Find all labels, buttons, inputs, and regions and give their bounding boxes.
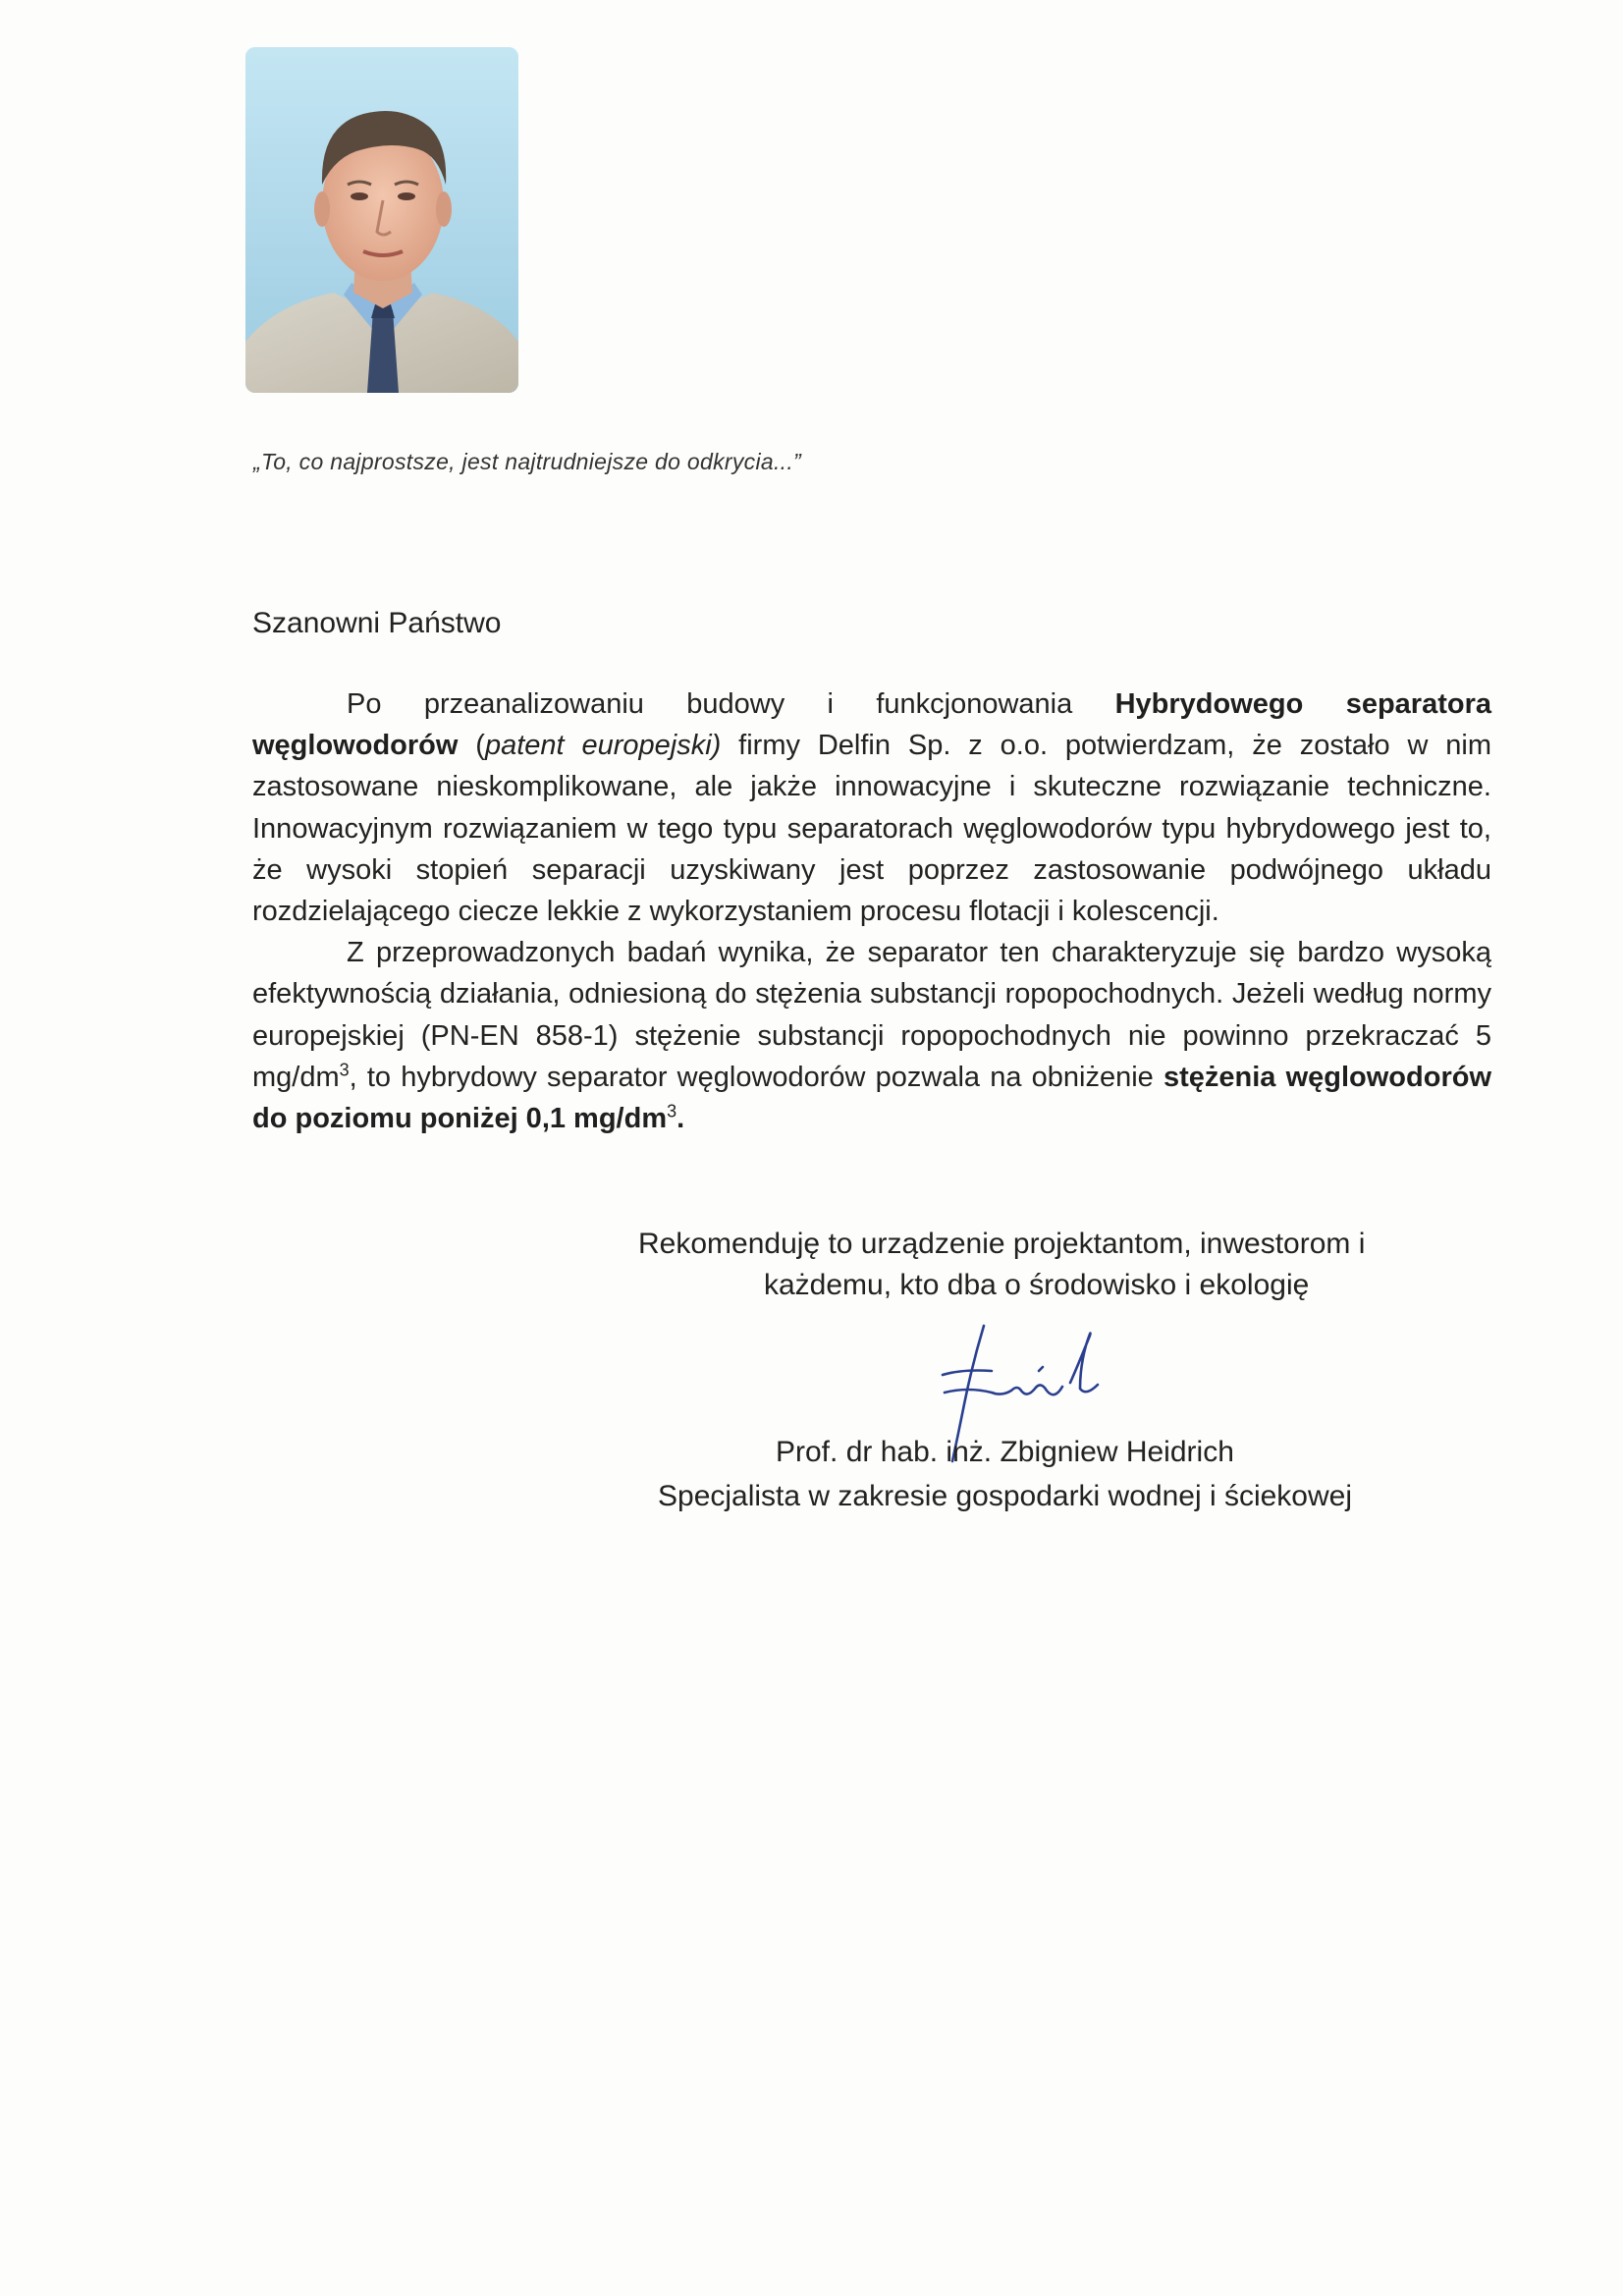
key-result: stężenia węglowodorów do poziomu poniżej 0,1 mg/dm <box>252 1061 1492 1135</box>
product-name: Hybrydowego separatora węglowodorów <box>252 688 1491 762</box>
patent-note: patent europejski) <box>484 730 722 762</box>
author-portrait-photo <box>245 47 518 393</box>
salutation: Szanowni Państwo <box>252 607 502 639</box>
signer-name: Prof. dr hab. inż. Zbigniew Heidrich <box>776 1436 1234 1468</box>
paragraph-2: Z przeprowadzonych badań wynika, że separator ten charakteryzuje się bardzo wysoką efektywnością działania, odniesioną do stężenia substancji ropopochodnych. Jeżeli według normy europejskiej (PN-EN 858-1) stężenie substancji ropopochodnych nie powinno przekraczać 5 $mg/dm^3$, to hybrydowy separator węglowodorów pozwala na obniżenie stężenia węglowodorów do poziomu poniżej 0,1 $mg/dm^3$. <box>252 937 1492 1135</box>
key-result-superscript: 3 <box>667 1101 677 1121</box>
paragraph-1: Po przeanalizowaniu budowy i funkcjonowania Hybrydowego separatora węglowodorów (patent europejski) firmy Delfin Sp. z o.o. potwierdzam, że zostało w nim zastosowane nieskomplikowane, ale jakże innowacyjne i skuteczne rozwiązanie techniczne. Innowacyjnym rozwiązaniem w tego typu separatorach węglowodorów typu hybrydowego jest to, że wysoki stopień separacji uzyskiwany jest poprzez zastosowanie podwójnego układu rozdzielającego ciecze lekkie z wykorzystaniem procesu flotacji i kolescencji. <box>252 688 1491 928</box>
recommendation-line-2: każdemu, kto dba o środowisko i ekologię <box>764 1269 1310 1301</box>
recommendation-line-1: Rekomenduję to urządzenie projektantom, inwestorom i <box>638 1228 1366 1260</box>
letter-body <box>252 683 1491 1139</box>
signer-block <box>658 1430 1542 1518</box>
signer-role: Specjalista w zakresie gospodarki wodnej i ściekowej <box>658 1480 1353 1512</box>
motto-quote: „To, co najprostsze, jest najtrudniejsze do odkrycia...” <box>253 449 801 474</box>
recommendation <box>638 1224 1502 1306</box>
